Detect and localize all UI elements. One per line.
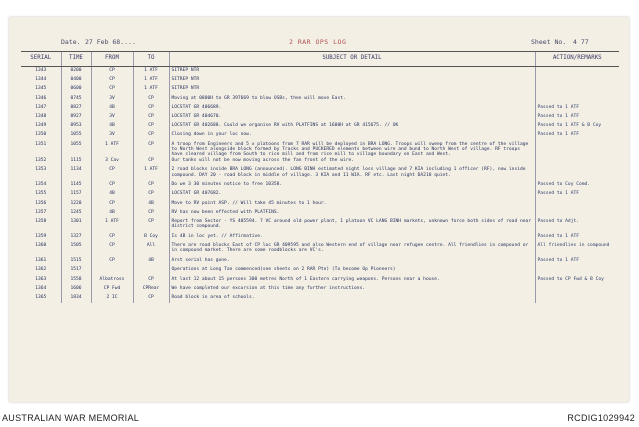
cell-to: CP xyxy=(133,181,169,190)
cell-serial: 1364 xyxy=(35,285,47,291)
table-row xyxy=(21,95,619,104)
cell-from: 1 ATF xyxy=(91,218,133,233)
table-row xyxy=(21,242,619,257)
cell-time: 0600 xyxy=(61,85,91,94)
cell-from: CP xyxy=(91,242,133,257)
cell-to: 1 ATF xyxy=(133,85,169,94)
cell-action xyxy=(535,76,619,85)
log-header xyxy=(21,35,619,49)
cell-time: 1505 xyxy=(61,242,91,257)
cell-detail: LOCSTAT GR 406689. xyxy=(169,104,535,113)
column-header-row xyxy=(21,52,619,67)
table-row xyxy=(21,113,619,122)
cell-serial: 1352 xyxy=(35,158,47,164)
column-header-serial: SERIAL xyxy=(21,52,61,67)
cell-action: Passed to 1 ATF xyxy=(535,113,619,122)
cell-from: 1 ATF xyxy=(91,141,133,158)
cell-serial: 1363 xyxy=(35,276,47,282)
cell-from: CP Fwd xyxy=(91,285,133,294)
cell-time: 0745 xyxy=(61,95,91,104)
column-header-detail: SUBJECT OR DETAIL xyxy=(169,52,535,67)
cell-serial: 1362 xyxy=(35,267,47,273)
cell-to: 1 ATF xyxy=(133,67,169,77)
cell-detail: Operations at Long Tan commenced(see sheets on 2 RAR Ptn) (To become Op Pioneers) xyxy=(169,266,535,275)
cell-action xyxy=(535,67,619,77)
table-row xyxy=(21,141,619,158)
cell-to: CP xyxy=(133,190,169,199)
cell-action xyxy=(535,166,619,181)
date-value: 27 Feb 68.... xyxy=(85,38,136,46)
cell-from: CP xyxy=(91,233,133,242)
cell-action: Passed to 1 ATF xyxy=(535,190,619,199)
cell-from: 4B xyxy=(91,209,133,218)
cell-detail: Closing down in your loc now. xyxy=(169,131,535,140)
cell-time: 1220 xyxy=(61,200,91,209)
column-header-to: TO xyxy=(133,52,169,67)
cell-action: Passed to 1 ATF xyxy=(535,257,619,266)
cell-time: 1055 xyxy=(61,131,91,140)
cell-detail: LOCSTAT GR 402688. Could we organise RV with PLATFINS at 1600H at GR 415675. // OK xyxy=(169,122,535,131)
cell-detail: Our tanks will not be now moving across the fan front of the wire. xyxy=(169,157,535,166)
sheet-label: Sheet No. xyxy=(531,38,567,46)
cell-to: CP xyxy=(133,104,169,113)
cell-detail: Moving at 0800H to GR 397669 to blow OSBs, then will move East. xyxy=(169,95,535,104)
date-label: Date. xyxy=(61,38,81,46)
table-row xyxy=(21,76,619,85)
cell-from: CP xyxy=(91,76,133,85)
table-row xyxy=(21,200,619,209)
cell-action: Passed to Adjt. xyxy=(535,218,619,233)
table-row xyxy=(21,157,619,166)
table-row xyxy=(21,131,619,140)
column-header-time: TIME xyxy=(61,52,91,67)
cell-detail: SITREP NTR xyxy=(169,76,535,85)
cell-to: CP xyxy=(133,276,169,285)
cell-serial: 1356 xyxy=(35,200,47,206)
cell-to: 4B xyxy=(133,257,169,266)
cell-detail: LOCSTAT GR 404670. xyxy=(169,113,535,122)
cell-serial: 1347 xyxy=(35,104,47,110)
table-row xyxy=(21,218,619,233)
cell-serial: 1359 xyxy=(35,234,47,240)
cell-to: CP xyxy=(133,113,169,122)
column-header-from: FROM xyxy=(91,52,133,67)
cell-from: CP xyxy=(91,67,133,77)
log-sheet xyxy=(9,17,629,402)
cell-from: 3V xyxy=(91,131,133,140)
cell-to: CP xyxy=(133,141,169,158)
cell-action xyxy=(535,294,619,303)
cell-action xyxy=(535,200,619,209)
table-row xyxy=(21,285,619,294)
table-row xyxy=(21,104,619,113)
cell-time: 1115 xyxy=(61,157,91,166)
cell-detail: Is 4B in loc yet. // Affirmative. xyxy=(169,233,535,242)
archive-credit: AUSTRALIAN WAR MEMORIAL xyxy=(2,413,140,423)
cell-time: 1515 xyxy=(61,257,91,266)
cell-serial: 1343 xyxy=(35,68,47,73)
cell-serial: 1346 xyxy=(35,95,47,101)
cell-detail: SITREP NTR xyxy=(169,85,535,94)
cell-time: 0827 xyxy=(61,104,91,113)
cell-time: 1055 xyxy=(61,141,91,158)
cell-from: 4B xyxy=(91,190,133,199)
cell-from: CP xyxy=(91,257,133,266)
cell-serial: 1358 xyxy=(35,219,47,225)
cell-time: 1517 xyxy=(61,266,91,275)
table-row xyxy=(21,209,619,218)
cell-from: CP xyxy=(91,200,133,209)
cell-detail: RV has now been effected with PLATFINS. xyxy=(169,209,535,218)
cell-time: 1157 xyxy=(61,190,91,199)
cell-action xyxy=(535,285,619,294)
cell-from: Albatross xyxy=(91,276,133,285)
cell-time: 0200 xyxy=(61,67,91,77)
cell-detail: Road block in area of schools. xyxy=(169,294,535,303)
cell-from: 3 Cav xyxy=(91,157,133,166)
ops-log-document xyxy=(21,35,619,399)
cell-to xyxy=(133,266,169,275)
cell-time: 0927 xyxy=(61,113,91,122)
cell-serial: 1353 xyxy=(35,167,47,173)
cell-detail: We have completed our excursion at this time any further instructions. xyxy=(169,285,535,294)
log-table xyxy=(21,51,619,303)
cell-time: 1301 xyxy=(61,218,91,233)
cell-to: CP xyxy=(133,294,169,303)
cell-action: Passed to Coy Comd. xyxy=(535,181,619,190)
cell-time: 1834 xyxy=(61,294,91,303)
cell-to: CPRear xyxy=(133,285,169,294)
cell-from: CP xyxy=(91,181,133,190)
cell-action: Passed to 1 ATF xyxy=(535,104,619,113)
cell-to: CP xyxy=(133,218,169,233)
cell-action xyxy=(535,266,619,275)
cell-action: Passed to 1 ATF & B Coy xyxy=(535,122,619,131)
cell-detail: LOCSTAT GR 407682. xyxy=(169,190,535,199)
table-row xyxy=(21,85,619,94)
cell-detail: 2 road blocks inside BRA LONG (announced). LONG BINH estimated night loss village and 7 KIA including 1 officer (RF), now inside compound. DAY 20 - road block in middle of village. 3 KIA and 11 WIA. RF etc. Last night DA218 quiet. xyxy=(169,166,535,181)
cell-from: CP xyxy=(91,166,133,181)
table-row xyxy=(21,166,619,181)
cell-detail: Move to RV point ASP. // Will take 45 minutes to 1 hour. xyxy=(169,200,535,209)
cell-to: All xyxy=(133,242,169,257)
cell-serial: 1350 xyxy=(35,132,47,138)
cell-from: CP xyxy=(91,85,133,94)
cell-from: 4B xyxy=(91,104,133,113)
table-row xyxy=(21,233,619,242)
cell-to: B Coy xyxy=(133,233,169,242)
cell-serial: 1357 xyxy=(35,209,47,215)
table-row xyxy=(21,276,619,285)
cell-action: Passed to CP Fwd & B Coy xyxy=(535,276,619,285)
table-row xyxy=(21,266,619,275)
table-row xyxy=(21,257,619,266)
cell-serial: 1354 xyxy=(35,182,47,188)
cell-to: 4B xyxy=(133,200,169,209)
cell-action: All friendlies in compound xyxy=(535,242,619,257)
cell-action xyxy=(535,157,619,166)
cell-detail: At last 12 about 15 persons 300 metres North of 1 Eastern carrying weapons. Persons near a house. xyxy=(169,276,535,285)
cell-time: 1245 xyxy=(61,209,91,218)
cell-serial: 1348 xyxy=(35,113,47,119)
cell-serial: 1365 xyxy=(35,294,47,300)
table-row xyxy=(21,122,619,131)
cell-time: 1558 xyxy=(61,276,91,285)
table-row xyxy=(21,181,619,190)
column-header-action: ACTION/REMARKS xyxy=(535,52,619,67)
cell-serial: 1361 xyxy=(35,258,47,264)
archive-reference: RCDIG1029942 xyxy=(567,413,635,423)
cell-from xyxy=(91,266,133,275)
cell-time: 0953 xyxy=(61,122,91,131)
cell-time: 1145 xyxy=(61,181,91,190)
cell-serial: 1344 xyxy=(35,77,47,83)
cell-action xyxy=(535,85,619,94)
cell-time: 1606 xyxy=(61,285,91,294)
cell-detail: There are road blocks East of CP loc GR 409595 and also Western end of village near refugee centre. All friendlies in compound or in compound market. There are some roadblocks are VC's. xyxy=(169,242,535,257)
table-row xyxy=(21,294,619,303)
cell-to: 1 ATF xyxy=(133,166,169,181)
cell-action xyxy=(535,209,619,218)
cell-action: Passed to 1 ATF xyxy=(535,131,619,140)
table-row xyxy=(21,67,619,77)
cell-to: CP xyxy=(133,157,169,166)
cell-to: CP xyxy=(133,131,169,140)
cell-serial: 1345 xyxy=(35,86,47,92)
cell-time: 0400 xyxy=(61,76,91,85)
cell-from: 2 IC xyxy=(91,294,133,303)
table-row xyxy=(21,190,619,199)
cell-from: 3V xyxy=(91,95,133,104)
sheet-value: 4 77 xyxy=(573,38,589,46)
cell-time: 1134 xyxy=(61,166,91,181)
cell-to: 1 ATF xyxy=(133,76,169,85)
cell-to: CP xyxy=(133,209,169,218)
cell-serial: 1360 xyxy=(35,243,47,249)
cell-time: 1327 xyxy=(61,233,91,242)
cell-from: 4B xyxy=(91,122,133,131)
cell-detail: SITREP NTR xyxy=(169,67,535,77)
log-title: 2 RAR OPS LOG xyxy=(289,38,347,46)
cell-serial: 1351 xyxy=(35,141,47,147)
cell-action xyxy=(535,95,619,104)
cell-detail: A troop from Engineers and 5 x platoons from 7 RAR will be deployed in BRA LONG. Troops will sweep from the centre of the village to North West alongside block formed by Tracks and PUCKERED elements between wire and bund to North West of village. RF troops have cleared village from South to rice mill and from rice mill to village boundary on East and West. xyxy=(169,141,535,158)
cell-action xyxy=(535,141,619,158)
cell-detail: Report from Sector - YS 405594. 7 VC around old power plant, 1 platoon VC LANG BINH markets, unknown force both sides of road near district compound. xyxy=(169,218,535,233)
cell-from: 3V xyxy=(91,113,133,122)
cell-action: Passed to 1 ATF xyxy=(535,233,619,242)
cell-to: CP xyxy=(133,95,169,104)
cell-detail: Arst serial has gone. xyxy=(169,257,535,266)
cell-serial: 1349 xyxy=(35,123,47,129)
cell-to: CP xyxy=(133,122,169,131)
cell-detail: Do we 3 30 minutes notice to free 10358. xyxy=(169,181,535,190)
cell-serial: 1355 xyxy=(35,191,47,197)
log-body xyxy=(21,67,619,304)
